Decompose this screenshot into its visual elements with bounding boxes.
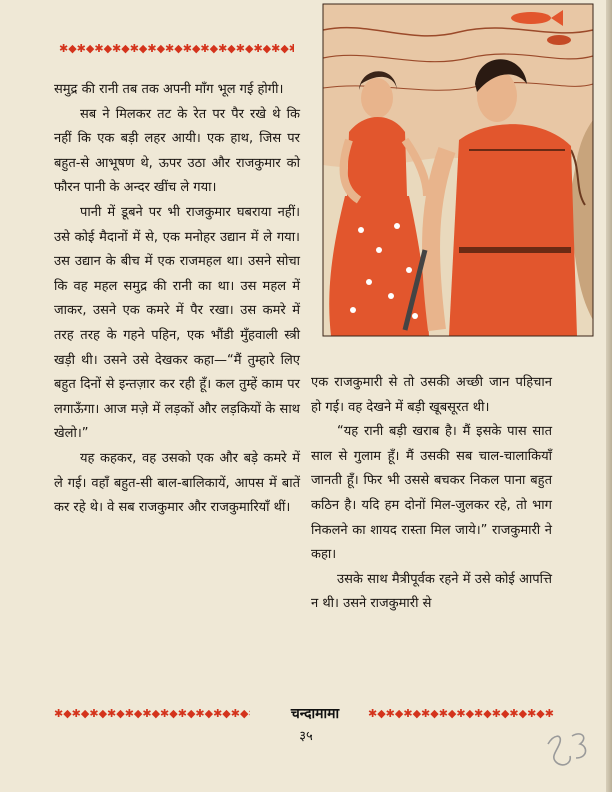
footer-ornament-left bbox=[54, 708, 250, 720]
right-text-column bbox=[311, 371, 552, 617]
paragraph: सब ने मिलकर तट के रेत पर पैर रखे थे कि नहीं कि एक बड़ी लहर आयी। एक हाथ, जिस पर बहुत-से आभूषण थे, ऊपर उठा और राजकुमार को फौरन पानी के अन्दर खींच ले गया। bbox=[54, 106, 300, 196]
page-number: ३५ bbox=[299, 729, 313, 744]
paragraph: पानी में डूबने पर भी राजकुमार घबराया नहीं। उसे कोई मैदानों में से, एक मनोहर उद्यान में ले गया। उस उद्यान के बीच में एक राजमहल था। उसने सोचा कि वह महल समुद्र की रानी का था। उस महल में जाकर, उसने एक कमरे में पैर रखा। उस कमरे में तरह तरह के गहने पहिन, एक भौंडी मुँहवाली स्त्री खड़ी थी। उसने उसे देखकर कहा—“मैं तुम्हारे लिए बहुत दिनों से इन्तज़ार कर रही हूँ। कल तुम्हें काम पर लगाऊँगा। आज मज़े में लड़कों और लड़कियों के साथ खेलो।” bbox=[54, 204, 300, 442]
footer-ornament-right bbox=[368, 708, 554, 720]
paragraph: यह कहकर, वह उसको एक और बड़े कमरे में ले गई। वहाँ बहुत-सी बाल-बालिकायें, आपस में बातें कर रहे थे। वे सब राजकुमार और राजकुमारियाँ थीं। bbox=[54, 450, 300, 516]
paragraph: समुद्र की रानी तब तक अपनी माँग भूल गई होगी। bbox=[54, 82, 284, 97]
story-illustration bbox=[309, 0, 606, 372]
handwritten-mark bbox=[542, 726, 592, 772]
paragraph: एक राजकुमारी से तो उसकी अच्छी जान पहिचान हो गई। वह देखने में बड़ी खूबसूरत थी। bbox=[311, 375, 552, 415]
magazine-title: चन्दामामा bbox=[290, 706, 340, 722]
top-ornament-border bbox=[59, 43, 294, 55]
paragraph: उसके साथ मैत्रीपूर्वक रहने में उसे कोई आपत्ति न थी। उसने राजकुमारी से bbox=[311, 571, 552, 612]
paragraph: “यह रानी बड़ी खराब है। मैं इसके पास सात साल से गुलाम हूँ। मैं उसकी सब चाल-चालाकियाँ जानती हूँ। फिर भी उससे बचकर निकल पाना बहुत कठिन है। यदि हम दोनों मिल-जुलकर रहे, तो भाग निकलने का शायद रास्ता मिल जाये।” राजकुमारी ने कहा। bbox=[311, 424, 552, 563]
left-text-column bbox=[54, 78, 300, 521]
